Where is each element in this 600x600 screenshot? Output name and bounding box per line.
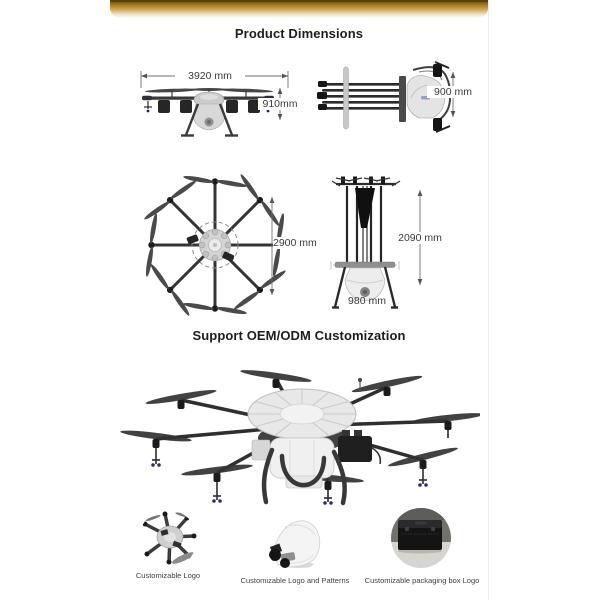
thumb-customizable-logo [139, 510, 197, 568]
dimension-arrow-icon [451, 111, 456, 117]
customization-drone-image [120, 352, 480, 512]
mid-plate [335, 262, 395, 268]
dimension-arrow-icon [141, 74, 147, 79]
dimension-arrow-icon [282, 74, 288, 79]
center-bracket [399, 76, 406, 122]
front-view-height-label: 910mm [258, 98, 302, 110]
front-view-drone [142, 88, 274, 136]
folded-side-drawing [315, 58, 480, 142]
gold-divider-bar [110, 0, 488, 18]
caption-customizable-logo-patterns: Customizable Logo and Patterns [240, 576, 350, 585]
dimensions-title: Product Dimensions [234, 26, 364, 41]
diagram-folded-standing-view [330, 168, 475, 316]
diagram-front-view [128, 58, 326, 144]
folded-standing-width-label: 980 mm [348, 295, 386, 307]
box-thumb-drawing [391, 508, 451, 568]
folded-arm-rods [322, 83, 402, 110]
dimension-arrow-icon [418, 190, 423, 196]
thumb-customizable-logo-patterns [265, 511, 325, 571]
top-view-diameter-label: 2900 mm [273, 237, 327, 249]
folded-standing-height-label: 2090 mm [392, 232, 448, 244]
customization-title: Support OEM/ODM Customization [192, 328, 406, 343]
caption-packaging-box-logo: Customizable packaging box Logo [364, 576, 480, 585]
dimension-arrow-icon [418, 279, 423, 285]
logo-thumb-drawing [139, 510, 197, 568]
vertical-blade [344, 67, 349, 129]
electronics-box [338, 436, 372, 462]
thumb-packaging-box [391, 508, 451, 568]
dimension-arrow-icon [270, 289, 275, 295]
caption-customizable-logo: Customizable Logo [135, 571, 201, 580]
dimension-arrow-icon [451, 72, 456, 78]
box-handle [415, 522, 427, 525]
hero-drone-drawing [120, 352, 480, 512]
canopy-thumb-drawing [265, 511, 325, 571]
folded-side-height-label: 900 mm [427, 86, 479, 98]
dimension-arrow-icon [278, 114, 283, 120]
front-view-width-label: 3920 mm [175, 70, 245, 82]
folded-motors [317, 81, 327, 110]
dimension-arrow-icon [278, 88, 283, 94]
dimension-arrow-icon [270, 197, 275, 203]
diagram-folded-side-view [315, 58, 480, 142]
pump-module [186, 234, 199, 244]
content-column [110, 0, 489, 600]
canopy [248, 378, 362, 439]
diagram-top-view [125, 168, 330, 322]
